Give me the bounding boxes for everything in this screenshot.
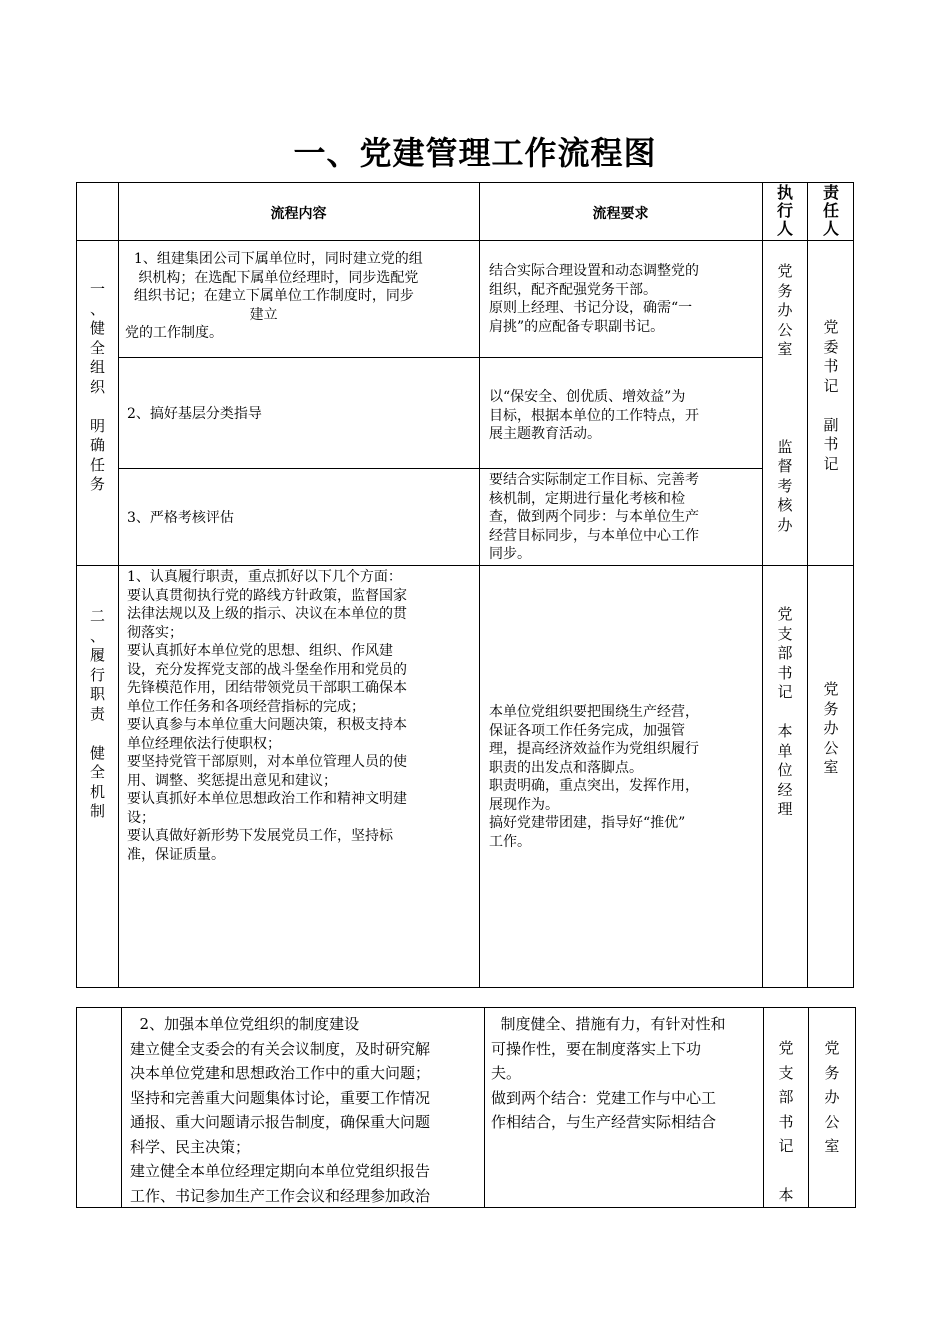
section1-row1-requirement: 结合实际合理设置和动态调整党的 组织，配齐配强党务干部。 原则上经理、书记分设，确需“一 肩挑”的应配备专职副书记。: [489, 263, 699, 335]
section2-label: 二 、 履 行 职 责 健 全 机 制: [89, 607, 105, 820]
header-executor: 执 行 人: [776, 183, 793, 238]
section1-responsible: 党 委 书 记 副 书 记: [823, 318, 839, 473]
section1-row2-requirement: 以“保安全、创优质、增效益”为 目标，根据本单位的工作特点，开 展主题教育活动。: [489, 389, 699, 442]
page-title: 一、党建管理工作流程图: [293, 134, 657, 172]
col-divider: [118, 182, 119, 988]
section2-requirement: 本单位党组织要把围绕生产经营， 保证各项工作任务完成，加强管 理，提高经济效益作为党组织履行 职责的出发点和落脚点。 职责明确，重点突出，发挥作用， 展现作为。 搞好党建带团建，指导好“推优” 工作。: [489, 704, 699, 850]
table2-responsible: 党 务 办 公 室: [824, 1039, 840, 1155]
section1-row1-content: 1、组建集团公司下属单位时，同时建立党的组 织机构；在选配下属单位经理时，同步选配党 组织书记；在建立下属单位工作制度时，同步 建立 党的工作制度。: [125, 251, 423, 341]
section1-row3-requirement: 要结合实际制定工作目标、完善考 核机制，定期进行量化考核和检 查，做到两个同步：与本单位生产 经营目标同步，与本单位中心工作 同步。: [489, 472, 699, 562]
col-divider: [484, 1007, 485, 1208]
table2-requirement: 制度健全、措施有力，有针对性和 可操作性，要在制度落实上下功 夫。 做到两个结合：党建工作与中心工 作相结合，与生产经营实际相结合: [491, 1015, 726, 1131]
section2-executor: 党 支 部 书 记 本 单 位 经 理: [777, 605, 793, 818]
section1-row3-content: 3、严格考核评估: [127, 510, 234, 526]
section1-label: 一 、 健 全 组 织 明 确 任 务: [89, 280, 105, 493]
table2-content: 2、加强本单位党组织的制度建设 建立健全支委会的有关会议制度，及时研究解 决本单位党建和思想政治工作中的重大问题； 坚持和完善重大问题集体讨论，重要工作情况 通报、重大问题请示报告制度，确保重大问题 科学、民主决策； 建立健全本单位经理定期向本单位党组织报告 工作、书记参加生产工作会议和经理参加政治: [130, 1015, 431, 1205]
section1-row2-content: 2、搞好基层分类指导: [127, 406, 262, 422]
row-divider: [118, 357, 762, 358]
row-divider: [118, 468, 762, 469]
col-divider: [121, 1007, 122, 1208]
col-divider: [807, 182, 808, 988]
section1-executor: 党 务 办 公 室 监 督 考 核 办: [777, 262, 793, 534]
col-divider: [479, 182, 480, 988]
row-divider: [76, 240, 854, 241]
row-divider: [76, 565, 854, 566]
header-responsible: 责 任 人: [822, 183, 839, 238]
table2-executor: 党 支 部 书 记 本: [778, 1039, 794, 1204]
header-content: 流程内容: [270, 206, 327, 222]
section2-content: 1、认真履行职责，重点抓好以下几个方面： 要认真贯彻执行党的路线方针政策，监督国家 法律法规以及上级的指示、决议在本单位的贯 彻落实； 要认真抓好本单位党的思想、组织、作风建 设，充分发挥党支部的战斗堡垒作用和党员的 先锋模范作用，团结带领党员干部职工确保本 单位工作任务和各项经营指标的完成； 要认真参与本单位重大问题决策，积极支持本 单位经理依法行使职权； 要坚持党管干部原则，对本单位管理人员的使 用、调整、奖惩提出意见和建议； 要认真抓好本单位思想政治工作和精神文明建 设； 要认真做好新形势下发展党员工作，坚持标 准，保证质量。: [127, 569, 407, 863]
header-requirement: 流程要求: [592, 206, 649, 222]
section2-responsible: 党 务 办 公 室: [823, 680, 839, 776]
